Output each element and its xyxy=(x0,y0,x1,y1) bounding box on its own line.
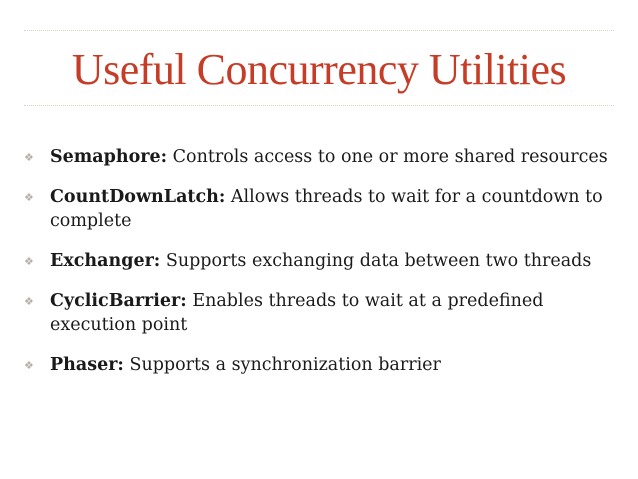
diamond-bullet-icon: ❖ xyxy=(24,255,34,268)
bullet-text: Supports exchanging data between two threads xyxy=(160,251,592,271)
slide-title: Useful Concurrency Utilities xyxy=(71,45,567,94)
bullet-term: CountDownLatch: xyxy=(50,187,226,207)
diamond-bullet-icon: ❖ xyxy=(24,359,34,372)
bullet-item-cyclicbarrier xyxy=(22,289,622,337)
bullet-item-semaphore xyxy=(22,145,622,169)
bullet-text: Allows threads to wait for a countdown to complete xyxy=(50,187,603,231)
bullet-item-countdownlatch xyxy=(22,185,622,233)
bullet-list xyxy=(22,145,622,393)
bullet-item-phaser xyxy=(22,353,622,377)
diamond-bullet-icon: ❖ xyxy=(24,295,34,308)
bullet-term: Exchanger: xyxy=(50,251,161,271)
bullet-term: Semaphore: xyxy=(50,147,168,167)
bullet-text: Enables threads to wait at a predefined execution point xyxy=(50,291,544,335)
top-divider xyxy=(24,30,614,31)
bullet-term: CyclicBarrier: xyxy=(50,291,187,311)
diamond-bullet-icon: ❖ xyxy=(24,191,34,204)
bullet-text: Controls access to one or more shared resources xyxy=(167,147,608,167)
bullet-term: Phaser: xyxy=(50,355,124,375)
bullet-item-exchanger xyxy=(22,249,622,273)
bullet-text: Supports a synchronization barrier xyxy=(123,355,441,375)
title-divider xyxy=(24,105,614,106)
diamond-bullet-icon: ❖ xyxy=(24,151,34,164)
